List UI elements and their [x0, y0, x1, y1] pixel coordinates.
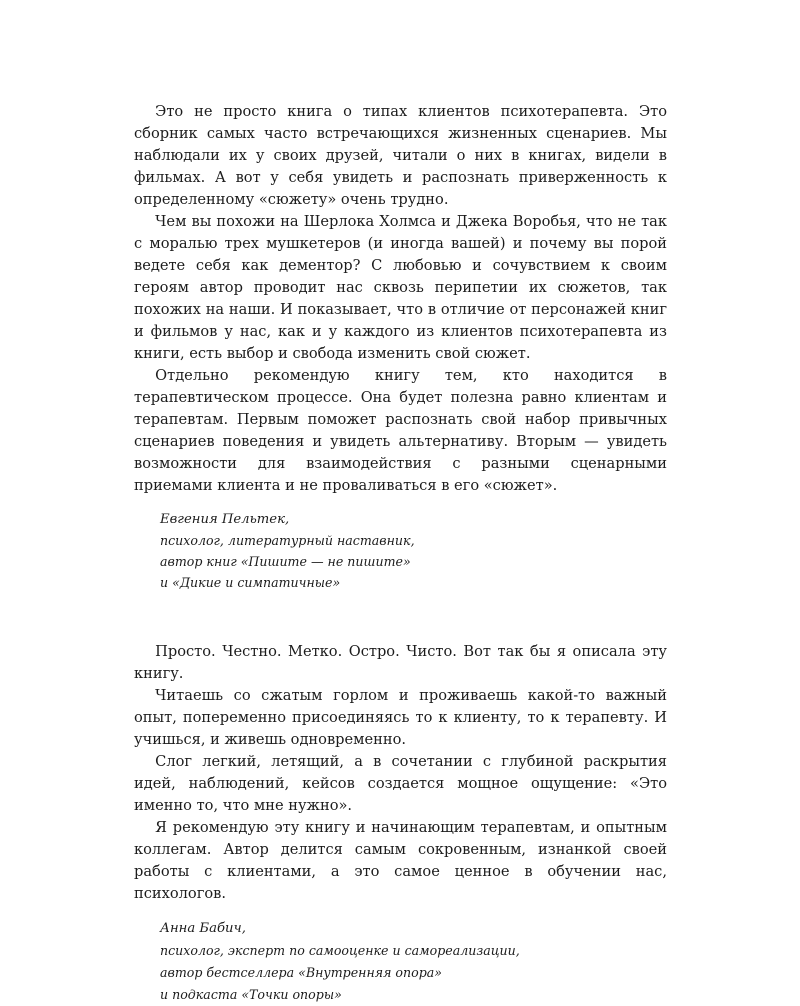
review-paragraph: Отдельно рекомендую книгу тем, кто находится в терапевтическом процессе. Она будет полезна равно клиентам и терапевтам. Первым поможет распознать свой набор привычных сценариев поведения и увидеть альтернативу. Вторым — увидеть возможности для взаимодействия с разными сценарными приемами клиента и не проваливаться в его «сюжет».	[134, 367, 667, 494]
review-paragraph: Слог легкий, летящий, а в сочетании с глубиной раскрытия идей, наблюдений, кейсов создается мощное ощущение: «Это именно то, что мне нужно».	[134, 753, 667, 814]
signature-line: и «Дикие и симпатичные»	[160, 575, 341, 590]
signature-line: автор книг «Пишите — не пишите»	[160, 554, 411, 569]
signature-line: автор бестселлера «Внутренняя опора»	[160, 965, 442, 980]
signature-line: психолог, эксперт по самооценке и самореализации,	[160, 943, 520, 958]
review-signature	[134, 509, 667, 593]
review-peltek	[134, 101, 667, 593]
signature-name: Евгения Пельтек,	[160, 512, 290, 527]
book-page	[134, 101, 667, 1006]
review-signature	[134, 918, 667, 1006]
signature-line: психолог, литературный наставник,	[160, 533, 415, 548]
review-paragraph: Читаешь со сжатым горлом и проживаешь какой-то важный опыт, попеременно присоединяясь то к клиенту, то к терапевту. И учишься, и живешь одновременно.	[134, 687, 667, 748]
signature-name: Анна Бабич,	[160, 921, 246, 936]
signature-line: и подкаста «Точки опоры»	[160, 987, 342, 1002]
review-paragraph: Просто. Честно. Метко. Остро. Чисто. Вот так бы я описала эту книгу.	[134, 643, 667, 682]
review-paragraph: Чем вы похожи на Шерлока Холмса и Джека Воробья, что не так с моралью трех мушкетеров (и иногда вашей) и почему вы порой ведете себя как дементор? С любовью и сочувствием к своим героям автор проводит нас сквозь перипетии их сюжетов, так похожих на наши. И показывает, что в отличие от персонажей книг и фильмов у нас, как и у каждого из клиентов психотерапевта из книги, есть выбор и свобода изменить свой сюжет.	[134, 213, 667, 362]
review-babich	[134, 641, 667, 1006]
review-paragraph: Это не просто книга о типах клиентов психотерапевта. Это сборник самых часто встречающихся жизненных сценариев. Мы наблюдали их у своих друзей, читали о них в книгах, видели в фильмах. А вот у себя увидеть и распознать приверженность к определенному «сюжету» очень трудно.	[134, 103, 667, 208]
review-paragraph: Я рекомендую эту книгу и начинающим терапевтам, и опытным коллегам. Автор делится самым сокровенным, изнанкой своей работы с клиентами, а это самое ценное в обучении нас, психологов.	[134, 819, 667, 902]
